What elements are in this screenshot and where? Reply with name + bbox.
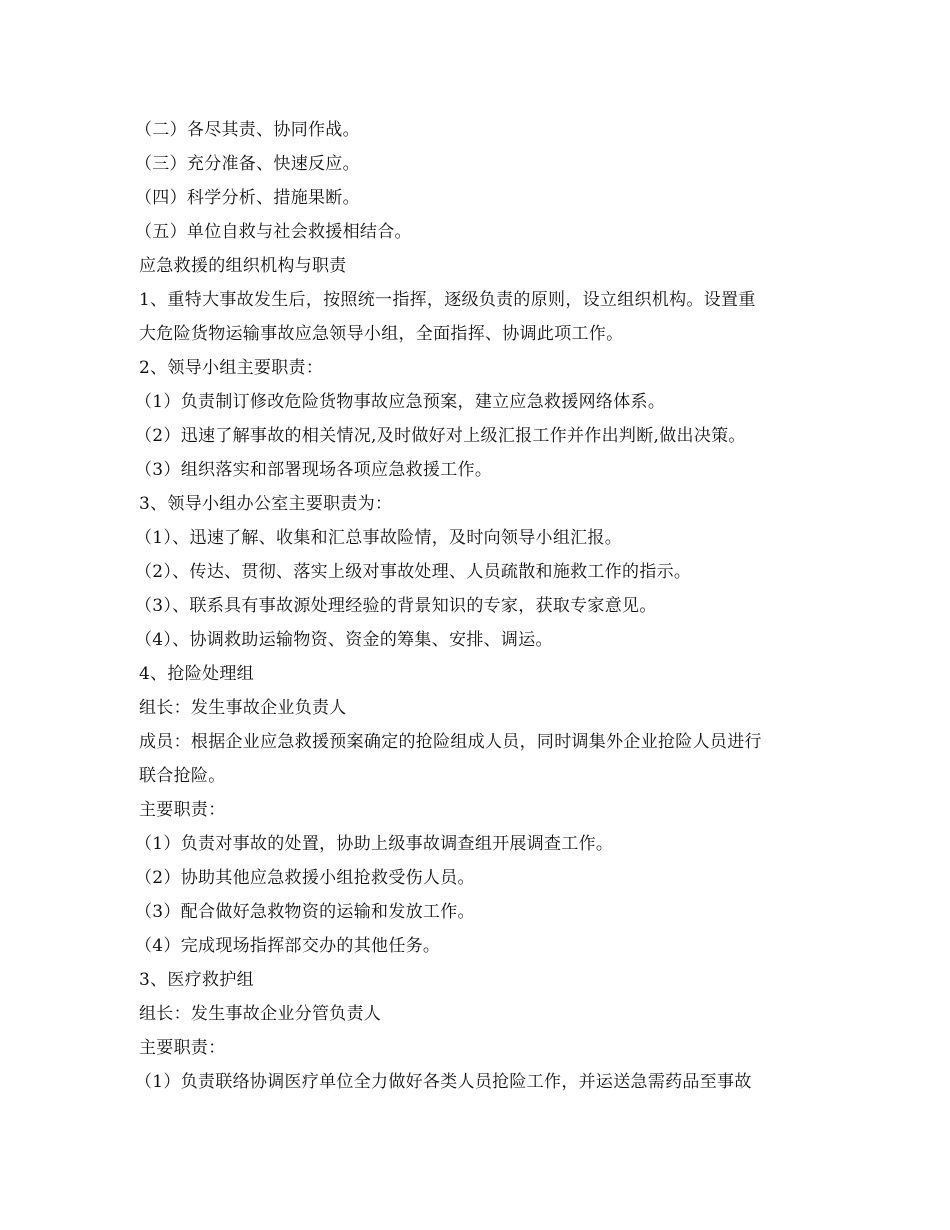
subsection-heading: 4、抢险处理组 [139, 664, 254, 684]
text-line: （四）科学分析、措施果断。 [135, 188, 360, 208]
text-line: 1、重特大事故发生后，按照统一指挥，逐级负责的原则，设立组织机构。设置重 [139, 290, 756, 310]
subsection-heading: 3、医疗救护组 [139, 970, 254, 990]
text-line: 主要职责： [139, 800, 226, 820]
text-line: （1）负责联络协调医疗单位全力做好各类人员抢险工作，并运送急需药品至事故 [135, 1072, 752, 1092]
text-line: （三）充分准备、快速反应。 [135, 154, 360, 174]
text-line: 主要职责： [139, 1038, 226, 1058]
text-line: （4）、协调救助运输物资、资金的筹集、安排、调运。 [135, 630, 553, 650]
text-line: （3）、联系具有事故源处理经验的背景知识的专家，获取专家意见。 [135, 596, 657, 616]
text-line: （1）负责对事故的处置，协助上级事故调查组开展调查工作。 [135, 834, 614, 854]
text-line: 组长：发生事故企业分管负责人 [139, 1004, 382, 1024]
subsection-heading: 3、领导小组办公室主要职责为： [139, 494, 393, 514]
text-line: （二）各尽其责、协同作战。 [135, 120, 360, 140]
text-line: （2）迅速了解事故的相关情况,及时做好对上级汇报工作并作出判断,做出决策。 [135, 426, 746, 446]
text-line: （3）组织落实和部署现场各项应急救援工作。 [135, 460, 493, 480]
subsection-heading: 2、领导小组主要职责： [139, 358, 324, 378]
section-heading: 应急救援的组织机构与职责 [139, 256, 347, 276]
text-line: （1）负责制订修改危险货物事故应急预案，建立应急救援网络体系。 [135, 392, 666, 412]
text-line: 联合抢险。 [139, 766, 226, 786]
text-line: 大危险货物运输事故应急领导小组，全面指挥、协调此项工作。 [139, 324, 624, 344]
text-line: （2）协助其他应急救援小组抢救受伤人员。 [135, 868, 475, 888]
text-line: （2）、传达、贯彻、落实上级对事故处理、人员疏散和施救工作的指示。 [135, 562, 692, 582]
text-line: 成员：根据企业应急救援预案确定的抢险组成人员，同时调集外企业抢险人员进行 [139, 732, 762, 752]
text-line: （五）单位自救与社会救援相结合。 [135, 222, 412, 242]
document-body [135, 113, 819, 1099]
text-line: 组长：发生事故企业负责人 [139, 698, 347, 718]
text-line: （1）、迅速了解、收集和汇总事故险情，及时向领导小组汇报。 [135, 528, 623, 548]
text-line: （4）完成现场指挥部交办的其他任务。 [135, 936, 441, 956]
text-line: （3）配合做好急救物资的运输和发放工作。 [135, 902, 475, 922]
